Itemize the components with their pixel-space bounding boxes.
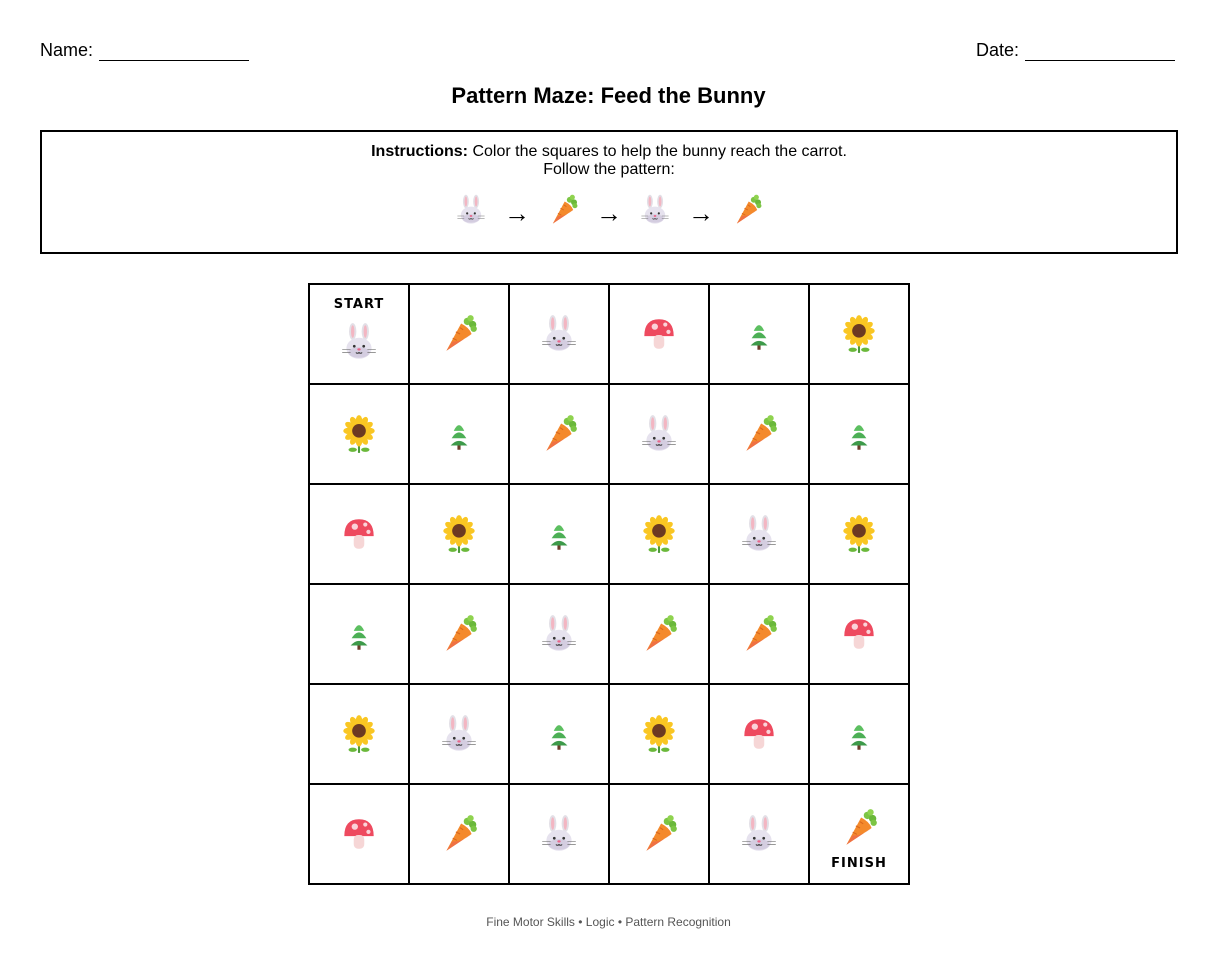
bunny-icon: [454, 193, 488, 227]
tree-icon: [738, 313, 780, 355]
bunny-icon: [638, 413, 680, 455]
carrot-icon: [738, 413, 780, 455]
maze-cell[interactable]: [409, 284, 509, 384]
sunflower-icon: [838, 513, 880, 555]
maze-cell[interactable]: [709, 584, 809, 684]
carrot-icon: [438, 613, 480, 655]
maze-cell[interactable]: [309, 684, 409, 784]
maze-cell[interactable]: [609, 684, 709, 784]
pattern-step: [638, 193, 672, 232]
maze-cell[interactable]: [409, 784, 509, 884]
pattern-step: [546, 193, 580, 232]
maze-cell[interactable]: [509, 484, 609, 584]
carrot-icon: [730, 193, 764, 227]
mushroom-icon: [638, 313, 680, 355]
maze-cell[interactable]: [709, 784, 809, 884]
pattern-sequence: [42, 193, 1176, 232]
maze-cell[interactable]: [809, 284, 909, 384]
sunflower-icon: [638, 513, 680, 555]
instructions-line-2: Follow the pattern:: [543, 161, 675, 178]
sunflower-icon: [638, 713, 680, 755]
carrot-icon: [438, 313, 480, 355]
bunny-icon: [438, 713, 480, 755]
tree-icon: [538, 513, 580, 555]
bunny-icon: [538, 613, 580, 655]
instructions-box: [40, 130, 1178, 254]
maze-cell[interactable]: [709, 384, 809, 484]
maze-cell[interactable]: [809, 384, 909, 484]
maze-cell[interactable]: [409, 584, 509, 684]
maze-cell[interactable]: [509, 584, 609, 684]
sunflower-icon: [838, 313, 880, 355]
bunny-icon: [538, 813, 580, 855]
date-field[interactable]: [976, 40, 1175, 61]
maze-cell[interactable]: [809, 484, 909, 584]
maze-cell[interactable]: [309, 484, 409, 584]
maze-cell[interactable]: [609, 384, 709, 484]
maze-cell[interactable]: [809, 784, 909, 884]
bunny-icon: [638, 193, 672, 227]
maze-cell[interactable]: [609, 784, 709, 884]
sunflower-icon: [338, 413, 380, 455]
maze-cell[interactable]: [509, 684, 609, 784]
tree-icon: [838, 413, 880, 455]
sunflower-icon: [338, 713, 380, 755]
arrow-icon: →: [688, 197, 714, 228]
maze-cell[interactable]: [809, 684, 909, 784]
maze-cell[interactable]: [409, 384, 509, 484]
carrot-icon: [546, 193, 580, 227]
tree-icon: [338, 613, 380, 655]
bunny-icon: [338, 321, 380, 363]
name-label: Name:: [40, 40, 94, 60]
carrot-icon: [638, 813, 680, 855]
maze-cell[interactable]: [409, 684, 509, 784]
mushroom-icon: [838, 613, 880, 655]
arrow-icon: →: [596, 197, 622, 228]
page-title: Pattern Maze: Feed the Bunny: [451, 83, 766, 108]
arrow-icon: →: [504, 197, 530, 228]
carrot-icon: [838, 807, 880, 849]
maze-cell[interactable]: [609, 584, 709, 684]
bunny-icon: [738, 813, 780, 855]
carrot-icon: [638, 613, 680, 655]
bunny-icon: [738, 513, 780, 555]
maze-cell[interactable]: [309, 784, 409, 884]
date-line[interactable]: [1025, 44, 1175, 61]
maze-cell[interactable]: [809, 584, 909, 684]
tree-icon: [538, 713, 580, 755]
finish-label: FINISH: [831, 856, 887, 871]
maze-cell[interactable]: [609, 484, 709, 584]
pattern-step: [730, 193, 764, 232]
pattern-step: [454, 193, 488, 232]
mushroom-icon: [738, 713, 780, 755]
instructions-text: Color the squares to help the bunny reach the carrot.: [468, 143, 847, 160]
bunny-icon: [538, 313, 580, 355]
maze-cell[interactable]: [309, 284, 409, 384]
maze-grid: [308, 283, 910, 885]
maze-cell[interactable]: [509, 784, 609, 884]
maze-cell[interactable]: [309, 384, 409, 484]
instructions-line-1: [42, 143, 1176, 161]
mushroom-icon: [338, 813, 380, 855]
instructions-bold: Instructions:: [371, 143, 468, 160]
name-field[interactable]: [40, 40, 249, 61]
carrot-icon: [738, 613, 780, 655]
maze-cell[interactable]: [409, 484, 509, 584]
tree-icon: [838, 713, 880, 755]
carrot-icon: [438, 813, 480, 855]
mushroom-icon: [338, 513, 380, 555]
maze-cell[interactable]: [709, 684, 809, 784]
tree-icon: [438, 413, 480, 455]
name-line[interactable]: [99, 44, 249, 61]
maze-cell[interactable]: [509, 384, 609, 484]
maze-cell[interactable]: [709, 284, 809, 384]
maze-cell[interactable]: [309, 584, 409, 684]
date-label: Date:: [976, 40, 1020, 60]
footer-text: Fine Motor Skills • Logic • Pattern Recognition: [486, 915, 731, 929]
carrot-icon: [538, 413, 580, 455]
maze-cell[interactable]: [509, 284, 609, 384]
start-label: START: [333, 297, 385, 312]
maze-cell[interactable]: [609, 284, 709, 384]
maze-cell[interactable]: [709, 484, 809, 584]
sunflower-icon: [438, 513, 480, 555]
